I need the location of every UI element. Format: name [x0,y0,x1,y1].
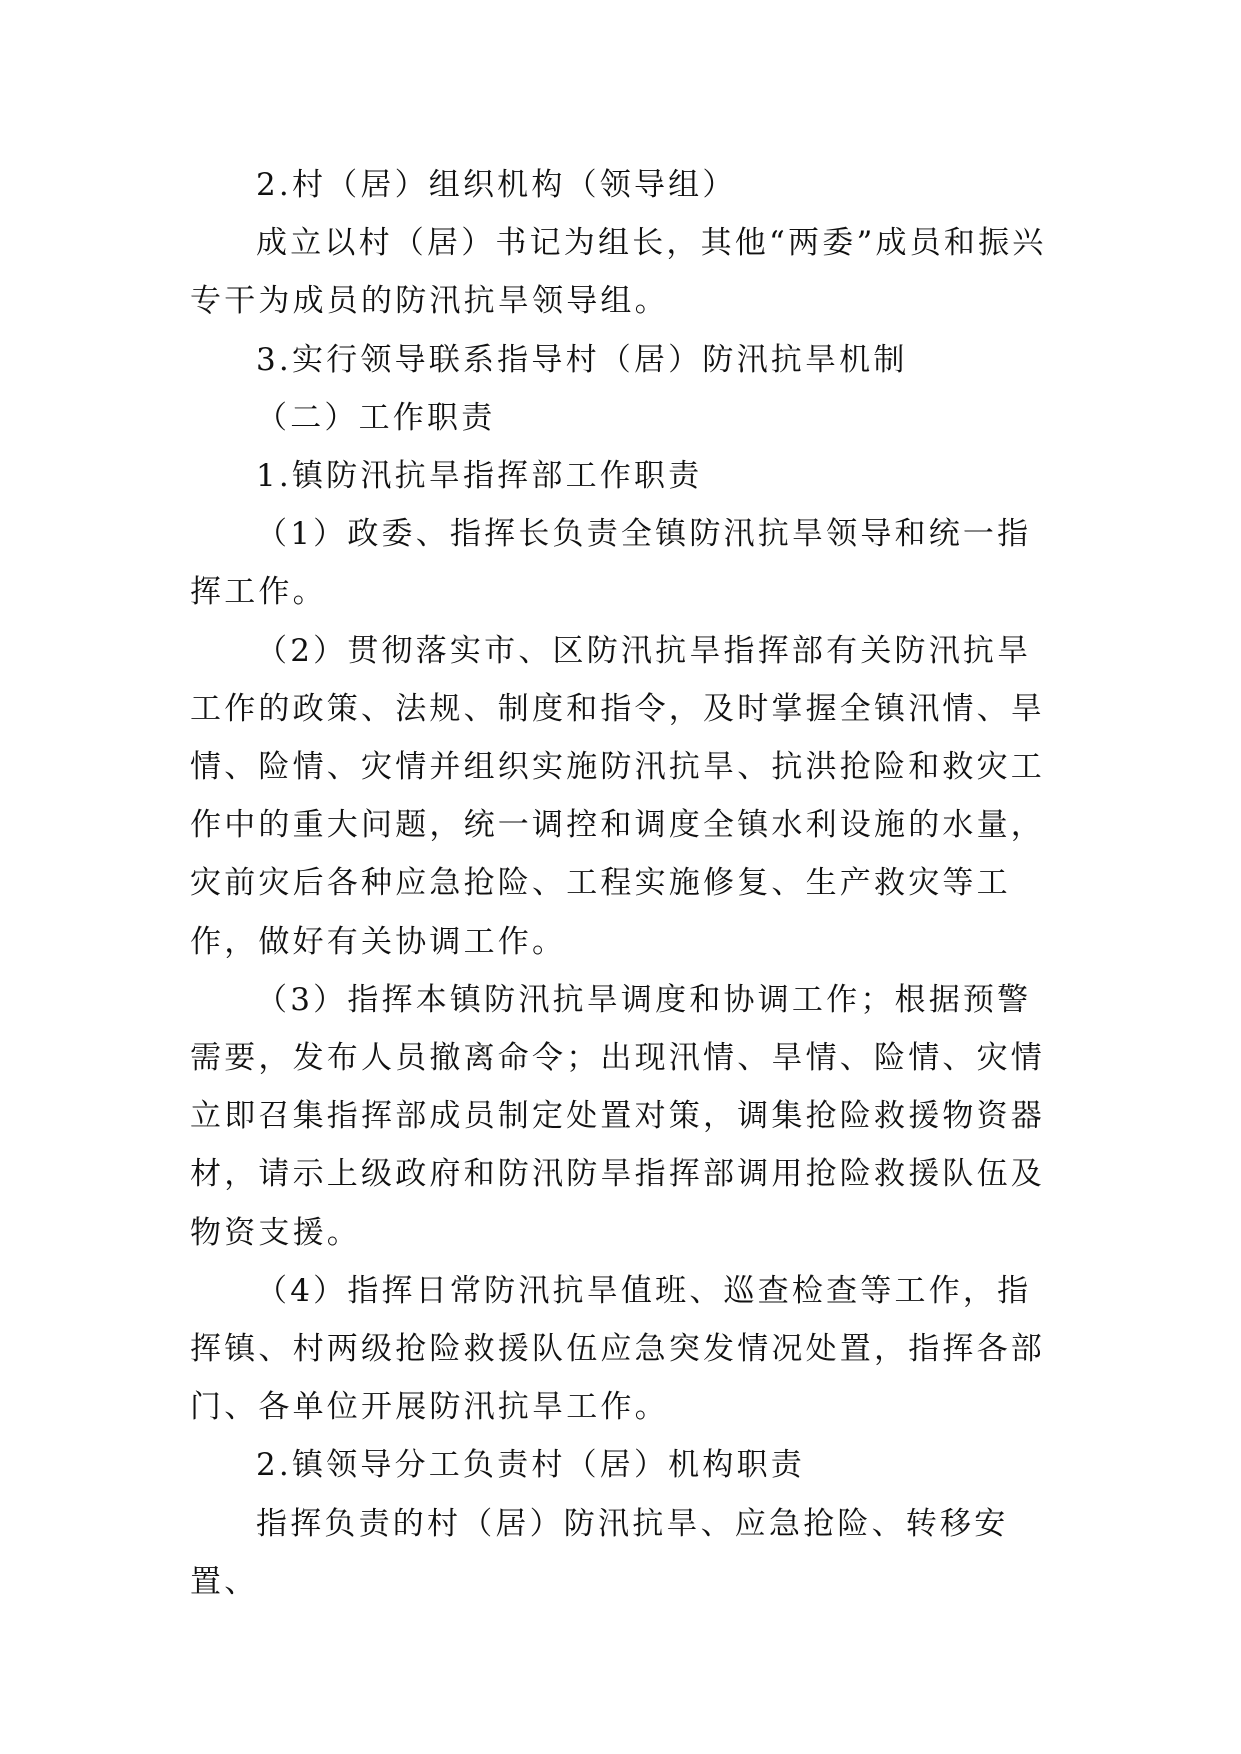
paragraph-duty-2: （2）贯彻落实市、区防汛抗旱指挥部有关防汛抗旱工作的政策、法规、制度和指令，及时掌握全镇汛情、旱情、险情、灾情并组织实施防汛抗旱、抗洪抢险和救灾工作中的重大问题，统一调控和调度全镇水利设施的水量，灾前灾后各种应急抢险、工程实施修复、生产救灾等工作，做好有关协调工作。 [190,632,1045,960]
paragraph-duty-4: （4）指挥日常防汛抗旱值班、巡查检查等工作，指挥镇、村两级抢险救援队伍应急突发情况处置，指挥各部门、各单位开展防汛抗旱工作。 [190,1272,1045,1426]
paragraph-village-organization-heading: 2.村（居）组织机构（领导组） [256,167,737,203]
paragraph-leader-division-text: 指挥负责的村（居）防汛抗旱、应急抢险、转移安置、 [190,1505,1009,1600]
paragraph-liaison-mechanism-heading: 3.实行领导联系指导村（居）防汛抗旱机制 [256,341,908,378]
paragraph-leader-division-heading: 2.镇领导分工负责村（居）机构职责 [256,1447,805,1484]
paragraph-command-duties-heading: 1.镇防汛抗旱指挥部工作职责 [256,458,703,495]
section-heading-duties: （二）工作职责 [256,399,496,436]
paragraph-duty-1: （1）政委、指挥长负责全镇防汛抗旱领导和统一指挥工作。 [190,516,1032,611]
paragraph-duty-3: （3）指挥本镇防汛抗旱调度和协调工作；根据预警需要，发布人员撤离命令；出现汛情、旱情、险情、灾情立即召集指挥部成员制定处置对策，调集抢险救援物资器材，请示上级政府和防汛防旱指挥部调用抢险救援队伍及物资支援。 [190,981,1045,1251]
paragraph-leading-group: 成立以村（居）书记为组长，其他“两委”成员和振兴专干为成员的防汛抗旱领导组。 [190,225,1047,320]
document-body [190,156,1060,1611]
